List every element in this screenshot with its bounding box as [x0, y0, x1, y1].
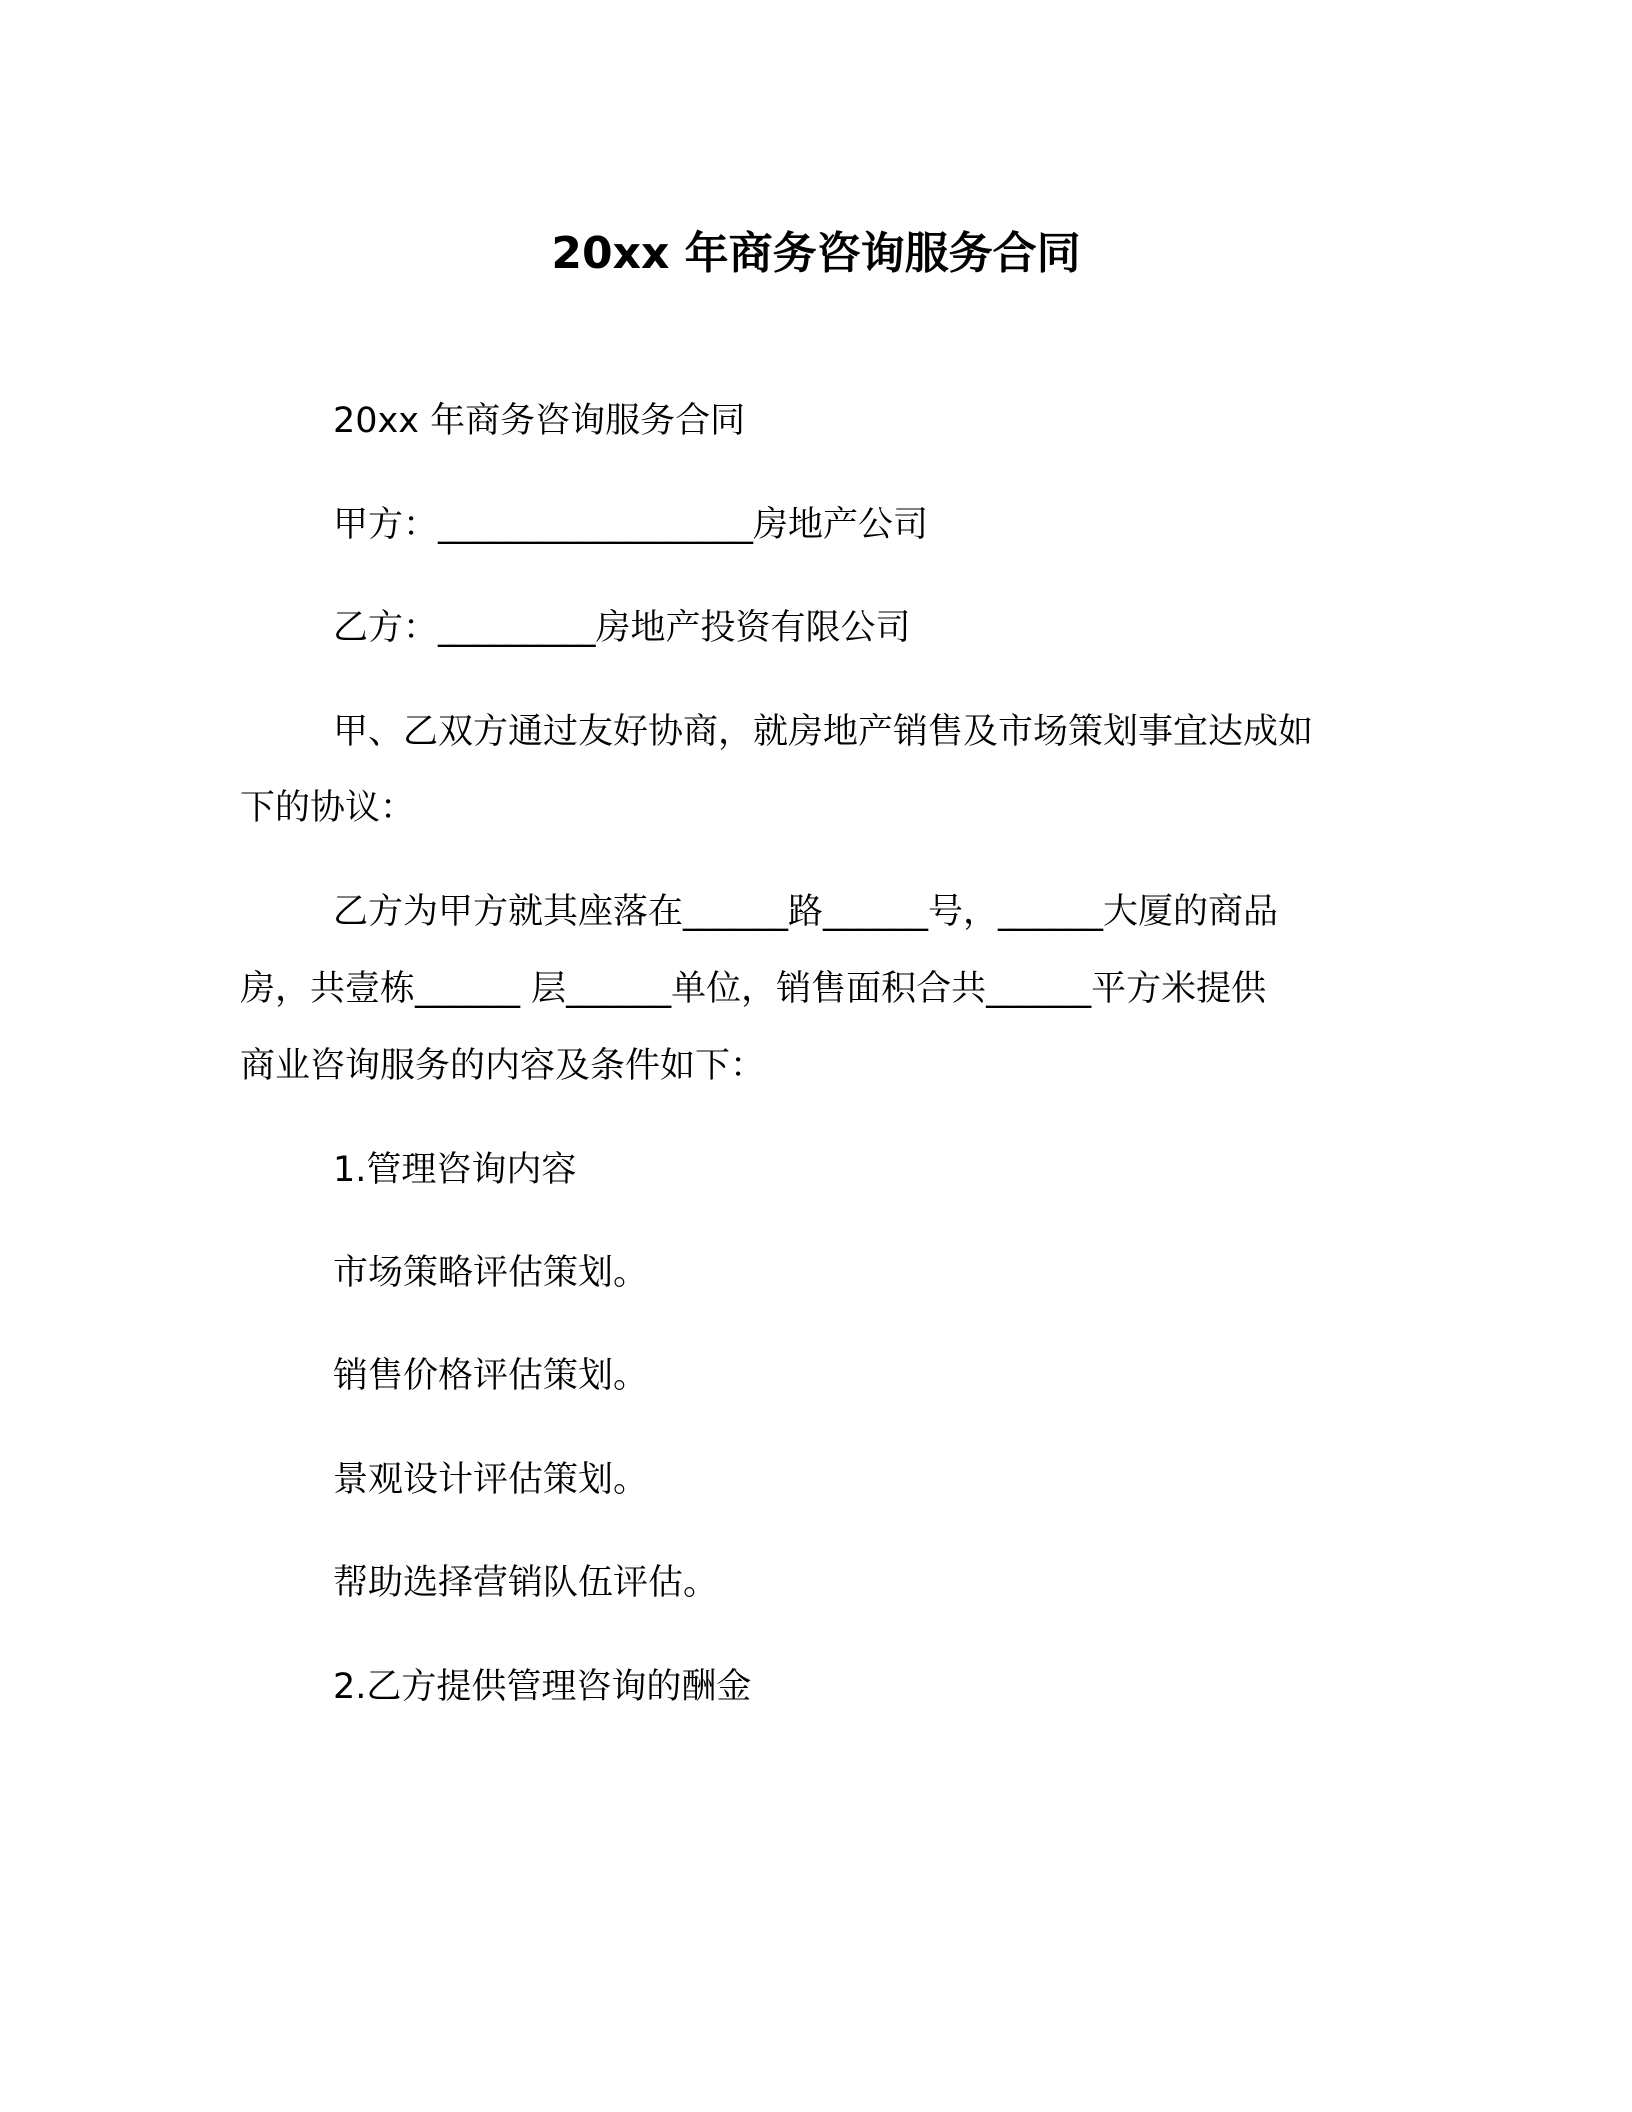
party-a-line: 甲方：__________________房地产公司 [333, 505, 929, 545]
agreement-intro-line-1: 甲、乙双方通过友好协商，就房地产销售及市场策划事宜达成如 [333, 712, 1314, 752]
section-1-heading: 1.管理咨询内容 [333, 1150, 577, 1190]
document-title: 20xx 年商务咨询服务合同 [551, 228, 1081, 279]
contract-heading: 20xx 年商务咨询服务合同 [333, 401, 746, 441]
party-b-line: 乙方：_________房地产投资有限公司 [333, 608, 911, 648]
service-item-landscape-design: 景观设计评估策划。 [333, 1460, 649, 1500]
agreement-intro-line-2: 下的协议： [240, 788, 416, 828]
property-description-line-1: 乙方为甲方就其座落在______路______号，______大厦的商品 [333, 892, 1279, 932]
service-item-marketing-team: 帮助选择营销队伍评估。 [333, 1563, 719, 1603]
service-item-market-strategy: 市场策略评估策划。 [333, 1253, 649, 1293]
service-item-sales-price: 销售价格评估策划。 [333, 1356, 649, 1396]
section-2-heading: 2.乙方提供管理咨询的酬金 [333, 1667, 752, 1707]
property-description-line-3: 商业咨询服务的内容及条件如下： [240, 1046, 766, 1086]
property-description-line-2: 房，共壹栋______ 层______单位，销售面积合共______平方米提供 [240, 969, 1267, 1009]
